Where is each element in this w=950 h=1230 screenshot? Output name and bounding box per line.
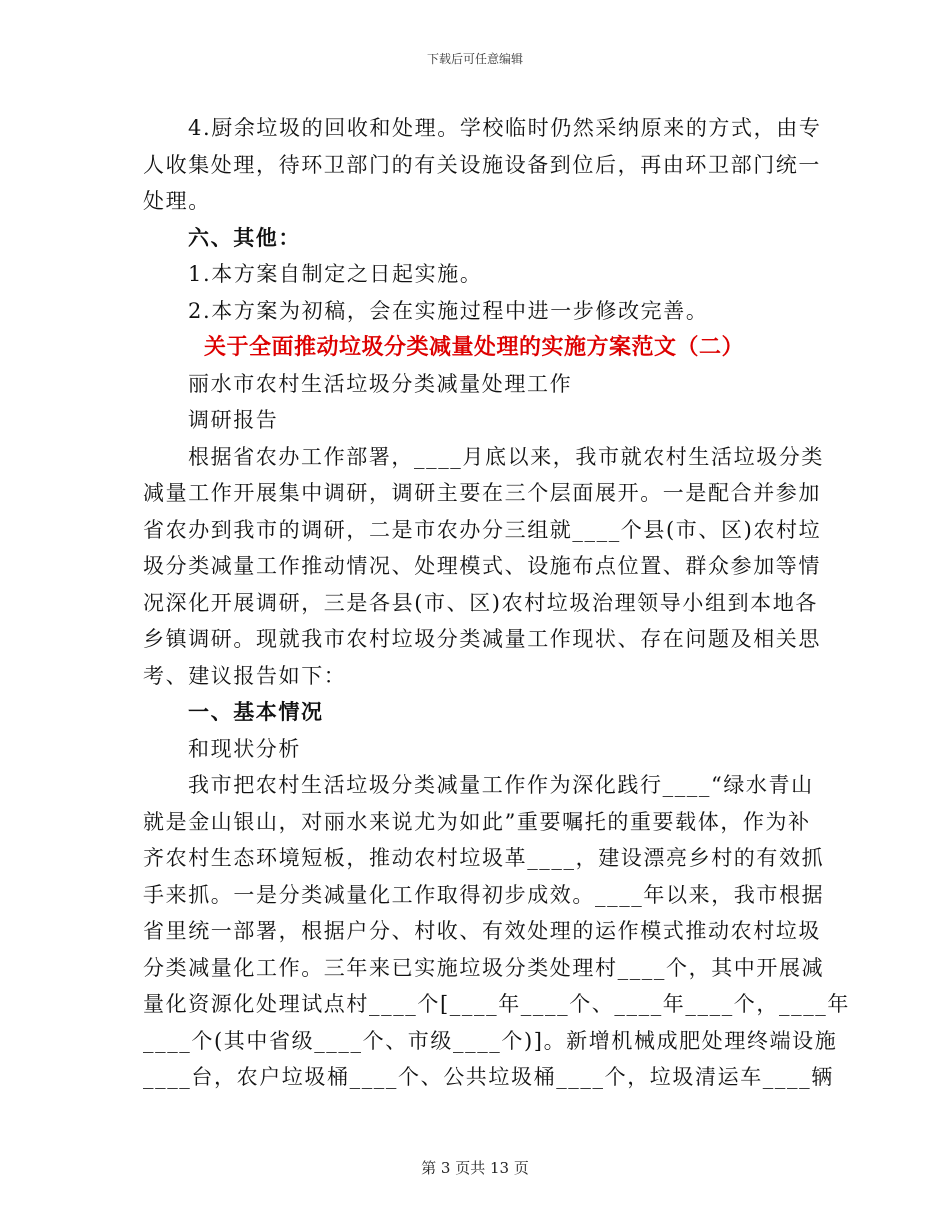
section-heading: 一、基本情况 [188,699,324,724]
document-title: 关于全面推动垃圾分类减量处理的实施方案范文（二） [203,334,744,360]
paragraph-line: 处理。 [143,189,211,213]
paragraph-line: ____台，农户垃圾桶____个、公共垃圾桶____个，垃圾清运车____辆 [143,1065,834,1089]
page-footer: 第 3 页共 13 页 [421,1159,529,1177]
subtitle-line: 丽水市农村生活垃圾分类减量处理工作 [188,371,573,396]
paragraph-line: 况深化开展调研，三是各县(市、区)农村垃圾治理领导小组到本地各 [143,590,818,615]
paragraph-line: ____个(其中省级____个、市级____个)]。新增机械成肥处理终端设施 [143,1028,838,1053]
list-item: 2.本方案为初稿，会在实施过程中进一步修改完善。 [188,298,709,323]
section-heading-continuation: 和现状分析 [188,736,301,761]
page-header: 下载后可任意编辑 [426,52,523,66]
section-heading: 六、其他： [188,224,301,250]
paragraph-line: 量化资源化处理试点村____个[____年____个、____年____个，____年 [143,992,850,1016]
paragraph-line: 我市把农村生活垃圾分类减量工作作为深化践行____“绿水青山 [188,773,814,797]
paragraph-line: 4.厨余垃圾的回收和处理。学校临时仍然采纳原来的方式，由专 [188,116,822,140]
paragraph-line: 省农办到我市的调研，二是市农办分三组就____个县(市、区)农村垃 [143,517,822,542]
paragraph-line: 分类减量化工作。三年来已实施垃圾分类处理村____个，其中开展减 [143,955,825,980]
paragraph-line: 根据省农办工作部署，____月底以来，我市就农村生活垃圾分类 [188,444,824,469]
paragraph-line: 圾分类减量工作推动情况、处理模式、设施布点位置、群众参加等情 [143,554,821,578]
paragraph-line: 减量工作开展集中调研，调研主要在三个层面展开。一是配合并参加 [143,481,821,505]
paragraph-line: 考、建议报告如下： [143,663,347,688]
paragraph-line: 就是金山银山，对丽水来说尤为如此”重要嘱托的重要载体，作为补 [143,809,811,834]
document-body [143,110,850,1096]
subtitle-line: 调研报告 [188,408,279,432]
paragraph-line: 人收集处理，待环卫部门的有关设施设备到位后，再由环卫部门统一 [143,152,821,177]
paragraph-line: 省里统一部署，根据户分、村收、有效处理的运作模式推动农村垃圾 [143,919,821,943]
paragraph-line: 手来抓。一是分类减量化工作取得初步成效。____年以来，我市根据 [143,882,825,907]
paragraph-line: 乡镇调研。现就我市农村垃圾分类减量工作现状、存在问题及相关思 [143,627,821,651]
list-item: 1.本方案自制定之日起实施。 [188,262,483,286]
paragraph-line: 齐农村生态环境短板，推动农村垃圾革____，建设漂亮乡村的有效抓 [143,846,825,870]
